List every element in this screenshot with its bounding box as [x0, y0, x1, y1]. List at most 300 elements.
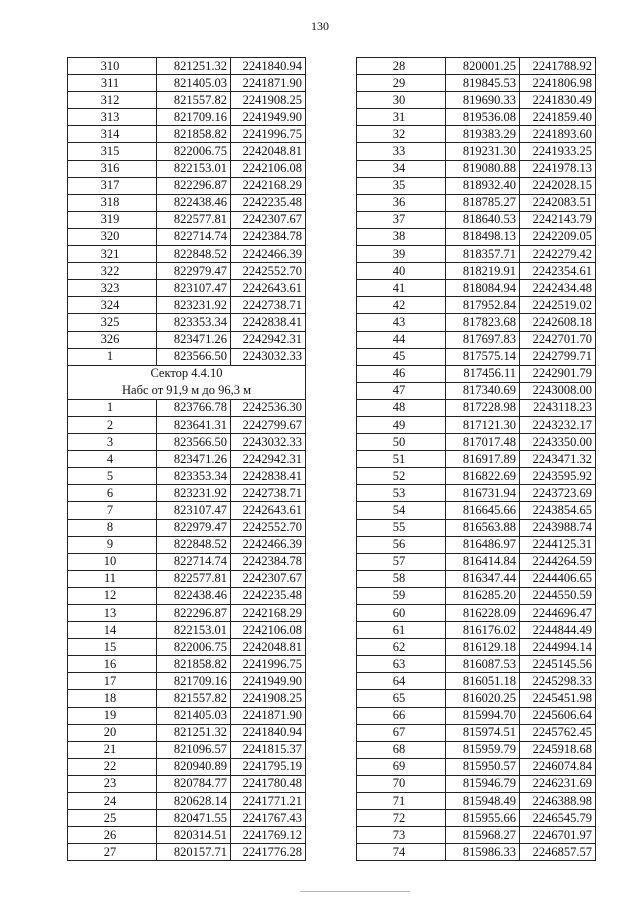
x-coordinate-cell: 816087.53 — [446, 656, 520, 673]
table-row — [68, 263, 306, 280]
x-coordinate-cell: 815974.51 — [446, 724, 520, 741]
table-row — [357, 844, 596, 861]
x-coordinate-cell: 822577.81 — [157, 211, 231, 228]
x-coordinate-cell: 823766.78 — [157, 399, 231, 416]
point-number-cell: 43 — [357, 314, 446, 331]
x-coordinate-cell: 816645.66 — [446, 502, 520, 519]
table-row — [68, 827, 306, 844]
table-row — [68, 75, 306, 92]
point-number-cell: 314 — [68, 126, 157, 143]
point-number-cell: 58 — [357, 570, 446, 587]
x-coordinate-cell: 817017.48 — [446, 434, 520, 451]
point-number-cell: 50 — [357, 434, 446, 451]
coordinates-table-right — [356, 57, 596, 861]
y-coordinate-cell: 2242168.29 — [231, 605, 306, 622]
x-coordinate-cell: 822153.01 — [157, 160, 231, 177]
table-row — [68, 177, 306, 194]
x-coordinate-cell: 818785.27 — [446, 194, 520, 211]
table-row — [357, 741, 596, 758]
point-number-cell: 45 — [357, 348, 446, 365]
y-coordinate-cell: 2242168.29 — [231, 177, 306, 194]
table-row — [357, 75, 596, 92]
y-coordinate-cell: 2242942.31 — [231, 451, 306, 468]
point-number-cell: 319 — [68, 211, 157, 228]
table-row — [357, 331, 596, 348]
table-row — [357, 485, 596, 502]
x-coordinate-cell: 815959.79 — [446, 741, 520, 758]
x-coordinate-cell: 823471.26 — [157, 331, 231, 348]
x-coordinate-cell: 821858.82 — [157, 656, 231, 673]
point-number-cell: 71 — [357, 793, 446, 810]
y-coordinate-cell: 2241830.49 — [520, 92, 596, 109]
y-coordinate-cell: 2243032.33 — [231, 434, 306, 451]
point-number-cell: 323 — [68, 280, 157, 297]
table-row — [68, 656, 306, 673]
point-number-cell: 72 — [357, 810, 446, 827]
y-coordinate-cell: 2244994.14 — [520, 639, 596, 656]
table-row — [68, 160, 306, 177]
x-coordinate-cell: 823231.92 — [157, 485, 231, 502]
table-row — [357, 519, 596, 536]
table-row — [357, 587, 596, 604]
table-row — [357, 194, 596, 211]
x-coordinate-cell: 817575.14 — [446, 348, 520, 365]
y-coordinate-cell: 2246701.97 — [520, 827, 596, 844]
point-number-cell: 27 — [68, 844, 157, 861]
table-row — [357, 553, 596, 570]
table-row — [68, 707, 306, 724]
left-table-body-after — [68, 399, 306, 861]
point-number-cell: 320 — [68, 228, 157, 245]
x-coordinate-cell: 822438.46 — [157, 587, 231, 604]
y-coordinate-cell: 2242643.61 — [231, 502, 306, 519]
x-coordinate-cell: 817228.98 — [446, 399, 520, 416]
y-coordinate-cell: 2241776.28 — [231, 844, 306, 861]
table-row — [68, 810, 306, 827]
table-row — [68, 280, 306, 297]
y-coordinate-cell: 2242083.51 — [520, 194, 596, 211]
y-coordinate-cell: 2244125.31 — [520, 536, 596, 553]
table-row — [357, 468, 596, 485]
point-number-cell: 36 — [357, 194, 446, 211]
x-coordinate-cell: 822979.47 — [157, 519, 231, 536]
y-coordinate-cell: 2241908.25 — [231, 690, 306, 707]
point-number-cell: 313 — [68, 109, 157, 126]
x-coordinate-cell: 822714.74 — [157, 553, 231, 570]
x-coordinate-cell: 823231.92 — [157, 297, 231, 314]
point-number-cell: 31 — [357, 109, 446, 126]
y-coordinate-cell: 2242048.81 — [231, 639, 306, 656]
x-coordinate-cell: 817697.83 — [446, 331, 520, 348]
table-row — [68, 690, 306, 707]
point-number-cell: 37 — [357, 211, 446, 228]
x-coordinate-cell: 823353.34 — [157, 468, 231, 485]
table-row — [357, 775, 596, 792]
point-number-cell: 28 — [357, 58, 446, 75]
y-coordinate-cell: 2244406.65 — [520, 570, 596, 587]
point-number-cell: 311 — [68, 75, 157, 92]
x-coordinate-cell: 815986.33 — [446, 844, 520, 861]
table-row — [357, 92, 596, 109]
point-number-cell: 315 — [68, 143, 157, 160]
point-number-cell: 14 — [68, 622, 157, 639]
y-coordinate-cell: 2244844.49 — [520, 622, 596, 639]
sector-header — [68, 365, 306, 399]
x-coordinate-cell: 818932.40 — [446, 177, 520, 194]
table-row — [68, 775, 306, 792]
x-coordinate-cell: 818357.71 — [446, 246, 520, 263]
y-coordinate-cell: 2246857.57 — [520, 844, 596, 861]
point-number-cell: 64 — [357, 673, 446, 690]
x-coordinate-cell: 820784.77 — [157, 775, 231, 792]
table-row — [357, 724, 596, 741]
table-row — [357, 280, 596, 297]
y-coordinate-cell: 2244550.59 — [520, 587, 596, 604]
y-coordinate-cell: 2242209.05 — [520, 228, 596, 245]
point-number-cell: 62 — [357, 639, 446, 656]
x-coordinate-cell: 823107.47 — [157, 502, 231, 519]
x-coordinate-cell: 821557.82 — [157, 690, 231, 707]
y-coordinate-cell: 2241933.25 — [520, 143, 596, 160]
table-row — [68, 485, 306, 502]
table-row — [357, 434, 596, 451]
y-coordinate-cell: 2241767.43 — [231, 810, 306, 827]
point-number-cell: 33 — [357, 143, 446, 160]
table-row — [68, 348, 306, 365]
x-coordinate-cell: 818498.13 — [446, 228, 520, 245]
point-number-cell: 61 — [357, 622, 446, 639]
y-coordinate-cell: 2243988.74 — [520, 519, 596, 536]
x-coordinate-cell: 822848.52 — [157, 536, 231, 553]
x-coordinate-cell: 821096.57 — [157, 741, 231, 758]
y-coordinate-cell: 2242354.61 — [520, 263, 596, 280]
x-coordinate-cell: 819536.08 — [446, 109, 520, 126]
table-row — [68, 519, 306, 536]
y-coordinate-cell: 2242942.31 — [231, 331, 306, 348]
x-coordinate-cell: 823566.50 — [157, 348, 231, 365]
point-number-cell: 4 — [68, 451, 157, 468]
x-coordinate-cell: 815946.79 — [446, 775, 520, 792]
x-coordinate-cell: 815950.57 — [446, 758, 520, 775]
point-number-cell: 15 — [68, 639, 157, 656]
y-coordinate-cell: 2245298.33 — [520, 673, 596, 690]
y-coordinate-cell: 2241978.13 — [520, 160, 596, 177]
x-coordinate-cell: 822006.75 — [157, 639, 231, 656]
point-number-cell: 41 — [357, 280, 446, 297]
table-row — [68, 109, 306, 126]
point-number-cell: 52 — [357, 468, 446, 485]
table-row — [68, 314, 306, 331]
y-coordinate-cell: 2241771.21 — [231, 793, 306, 810]
table-row — [357, 382, 596, 399]
x-coordinate-cell: 823471.26 — [157, 451, 231, 468]
y-coordinate-cell: 2245762.45 — [520, 724, 596, 741]
x-coordinate-cell: 817456.11 — [446, 365, 520, 382]
x-coordinate-cell: 819383.29 — [446, 126, 520, 143]
x-coordinate-cell: 817121.30 — [446, 416, 520, 433]
point-number-cell: 68 — [357, 741, 446, 758]
y-coordinate-cell: 2241871.90 — [231, 75, 306, 92]
x-coordinate-cell: 816486.97 — [446, 536, 520, 553]
y-coordinate-cell: 2242466.39 — [231, 246, 306, 263]
table-row — [68, 639, 306, 656]
y-coordinate-cell: 2241795.19 — [231, 758, 306, 775]
x-coordinate-cell: 820157.71 — [157, 844, 231, 861]
table-row — [68, 536, 306, 553]
x-coordinate-cell: 815994.70 — [446, 707, 520, 724]
y-coordinate-cell: 2242838.41 — [231, 314, 306, 331]
x-coordinate-cell: 815968.27 — [446, 827, 520, 844]
table-row — [68, 434, 306, 451]
y-coordinate-cell: 2241996.75 — [231, 126, 306, 143]
table-row — [357, 827, 596, 844]
x-coordinate-cell: 820471.55 — [157, 810, 231, 827]
point-number-cell: 1 — [68, 399, 157, 416]
y-coordinate-cell: 2241815.37 — [231, 741, 306, 758]
y-coordinate-cell: 2242901.79 — [520, 365, 596, 382]
point-number-cell: 11 — [68, 570, 157, 587]
point-number-cell: 39 — [357, 246, 446, 263]
table-row — [68, 758, 306, 775]
y-coordinate-cell: 2242235.48 — [231, 194, 306, 211]
point-number-cell: 322 — [68, 263, 157, 280]
y-coordinate-cell: 2246545.79 — [520, 810, 596, 827]
x-coordinate-cell: 816822.69 — [446, 468, 520, 485]
y-coordinate-cell: 2243008.00 — [520, 382, 596, 399]
point-number-cell: 69 — [357, 758, 446, 775]
point-number-cell: 49 — [357, 416, 446, 433]
table-row — [357, 622, 596, 639]
point-number-cell: 70 — [357, 775, 446, 792]
table-row — [357, 399, 596, 416]
table-row — [68, 246, 306, 263]
point-number-cell: 63 — [357, 656, 446, 673]
y-coordinate-cell: 2243032.33 — [231, 348, 306, 365]
table-row — [68, 143, 306, 160]
point-number-cell: 321 — [68, 246, 157, 263]
y-coordinate-cell: 2241949.90 — [231, 673, 306, 690]
point-number-cell: 29 — [357, 75, 446, 92]
point-number-cell: 53 — [357, 485, 446, 502]
table-row — [68, 399, 306, 416]
y-coordinate-cell: 2242028.15 — [520, 177, 596, 194]
point-number-cell: 74 — [357, 844, 446, 861]
table-row — [357, 570, 596, 587]
y-coordinate-cell: 2245918.68 — [520, 741, 596, 758]
table-row — [68, 92, 306, 109]
x-coordinate-cell: 822153.01 — [157, 622, 231, 639]
point-number-cell: 22 — [68, 758, 157, 775]
point-number-cell: 46 — [357, 365, 446, 382]
x-coordinate-cell: 817340.69 — [446, 382, 520, 399]
x-coordinate-cell: 821405.03 — [157, 707, 231, 724]
table-row — [357, 58, 596, 75]
table-row — [68, 741, 306, 758]
x-coordinate-cell: 816347.44 — [446, 570, 520, 587]
x-coordinate-cell: 821557.82 — [157, 92, 231, 109]
x-coordinate-cell: 815948.49 — [446, 793, 520, 810]
y-coordinate-cell: 2243595.92 — [520, 468, 596, 485]
point-number-cell: 23 — [68, 775, 157, 792]
y-coordinate-cell: 2244696.47 — [520, 605, 596, 622]
point-number-cell: 55 — [357, 519, 446, 536]
coordinates-table-left — [67, 57, 306, 861]
table-row — [68, 297, 306, 314]
table-row — [357, 707, 596, 724]
x-coordinate-cell: 821405.03 — [157, 75, 231, 92]
y-coordinate-cell: 2242384.78 — [231, 228, 306, 245]
x-coordinate-cell: 821709.16 — [157, 673, 231, 690]
x-coordinate-cell: 816051.18 — [446, 673, 520, 690]
point-number-cell: 325 — [68, 314, 157, 331]
point-number-cell: 48 — [357, 399, 446, 416]
x-coordinate-cell: 817823.68 — [446, 314, 520, 331]
x-coordinate-cell: 822296.87 — [157, 605, 231, 622]
point-number-cell: 60 — [357, 605, 446, 622]
left-table-body-before — [68, 58, 306, 366]
point-number-cell: 16 — [68, 656, 157, 673]
x-coordinate-cell: 816285.20 — [446, 587, 520, 604]
x-coordinate-cell: 815955.66 — [446, 810, 520, 827]
point-number-cell: 38 — [357, 228, 446, 245]
y-coordinate-cell: 2242466.39 — [231, 536, 306, 553]
point-number-cell: 9 — [68, 536, 157, 553]
table-row — [68, 673, 306, 690]
table-row — [357, 109, 596, 126]
x-coordinate-cell: 822848.52 — [157, 246, 231, 263]
point-number-cell: 317 — [68, 177, 157, 194]
x-coordinate-cell: 817952.84 — [446, 297, 520, 314]
x-coordinate-cell: 820940.89 — [157, 758, 231, 775]
sector-subtitle: Набс от 91,9 м до 96,3 м — [68, 382, 306, 399]
x-coordinate-cell: 821858.82 — [157, 126, 231, 143]
y-coordinate-cell: 2242552.70 — [231, 263, 306, 280]
x-coordinate-cell: 816129.18 — [446, 639, 520, 656]
y-coordinate-cell: 2242307.67 — [231, 211, 306, 228]
point-number-cell: 24 — [68, 793, 157, 810]
y-coordinate-cell: 2242235.48 — [231, 587, 306, 604]
footer-rule — [300, 891, 410, 892]
point-number-cell: 312 — [68, 92, 157, 109]
point-number-cell: 3 — [68, 434, 157, 451]
point-number-cell: 18 — [68, 690, 157, 707]
y-coordinate-cell: 2243854.65 — [520, 502, 596, 519]
point-number-cell: 17 — [68, 673, 157, 690]
y-coordinate-cell: 2241949.90 — [231, 109, 306, 126]
point-number-cell: 2 — [68, 416, 157, 433]
table-row — [357, 605, 596, 622]
y-coordinate-cell: 2242279.42 — [520, 246, 596, 263]
table-row — [68, 126, 306, 143]
point-number-cell: 1 — [68, 348, 157, 365]
x-coordinate-cell: 818219.91 — [446, 263, 520, 280]
x-coordinate-cell: 820314.51 — [157, 827, 231, 844]
y-coordinate-cell: 2246388.98 — [520, 793, 596, 810]
x-coordinate-cell: 819080.88 — [446, 160, 520, 177]
point-number-cell: 326 — [68, 331, 157, 348]
y-coordinate-cell: 2241840.94 — [231, 58, 306, 75]
point-number-cell: 7 — [68, 502, 157, 519]
point-number-cell: 35 — [357, 177, 446, 194]
x-coordinate-cell: 820001.25 — [446, 58, 520, 75]
table-row — [357, 314, 596, 331]
table-row — [357, 639, 596, 656]
table-row — [357, 263, 596, 280]
y-coordinate-cell: 2246074.84 — [520, 758, 596, 775]
x-coordinate-cell: 816731.94 — [446, 485, 520, 502]
y-coordinate-cell: 2244264.59 — [520, 553, 596, 570]
x-coordinate-cell: 816563.88 — [446, 519, 520, 536]
table-row — [357, 177, 596, 194]
point-number-cell: 20 — [68, 724, 157, 741]
table-row — [68, 587, 306, 604]
point-number-cell: 318 — [68, 194, 157, 211]
table-row — [357, 451, 596, 468]
table-row — [68, 844, 306, 861]
table-row — [357, 348, 596, 365]
x-coordinate-cell: 816414.84 — [446, 553, 520, 570]
table-row — [68, 211, 306, 228]
point-number-cell: 65 — [357, 690, 446, 707]
x-coordinate-cell: 821251.32 — [157, 58, 231, 75]
y-coordinate-cell: 2241806.98 — [520, 75, 596, 92]
x-coordinate-cell: 820628.14 — [157, 793, 231, 810]
point-number-cell: 56 — [357, 536, 446, 553]
x-coordinate-cell: 823641.31 — [157, 416, 231, 433]
point-number-cell: 32 — [357, 126, 446, 143]
y-coordinate-cell: 2242536.30 — [231, 399, 306, 416]
table-row — [357, 211, 596, 228]
table-row — [357, 126, 596, 143]
y-coordinate-cell: 2243723.69 — [520, 485, 596, 502]
y-coordinate-cell: 2242643.61 — [231, 280, 306, 297]
table-row — [68, 724, 306, 741]
x-coordinate-cell: 822577.81 — [157, 570, 231, 587]
table-row — [68, 58, 306, 75]
table-row — [357, 758, 596, 775]
table-row — [357, 246, 596, 263]
x-coordinate-cell: 822438.46 — [157, 194, 231, 211]
x-coordinate-cell: 821251.32 — [157, 724, 231, 741]
table-row — [357, 416, 596, 433]
point-number-cell: 59 — [357, 587, 446, 604]
y-coordinate-cell: 2241788.92 — [520, 58, 596, 75]
right-table-body — [357, 58, 596, 861]
point-number-cell: 34 — [357, 160, 446, 177]
y-coordinate-cell: 2241840.94 — [231, 724, 306, 741]
page-number: 130 — [311, 19, 329, 33]
y-coordinate-cell: 2241893.60 — [520, 126, 596, 143]
table-row — [68, 468, 306, 485]
table-row — [68, 194, 306, 211]
point-number-cell: 310 — [68, 58, 157, 75]
point-number-cell: 19 — [68, 707, 157, 724]
point-number-cell: 324 — [68, 297, 157, 314]
y-coordinate-cell: 2243118.23 — [520, 399, 596, 416]
x-coordinate-cell: 823107.47 — [157, 280, 231, 297]
point-number-cell: 44 — [357, 331, 446, 348]
x-coordinate-cell: 819231.30 — [446, 143, 520, 160]
x-coordinate-cell: 816228.09 — [446, 605, 520, 622]
y-coordinate-cell: 2242384.78 — [231, 553, 306, 570]
point-number-cell: 47 — [357, 382, 446, 399]
y-coordinate-cell: 2242519.02 — [520, 297, 596, 314]
point-number-cell: 5 — [68, 468, 157, 485]
x-coordinate-cell: 821709.16 — [157, 109, 231, 126]
x-coordinate-cell: 822006.75 — [157, 143, 231, 160]
point-number-cell: 57 — [357, 553, 446, 570]
y-coordinate-cell: 2242307.67 — [231, 570, 306, 587]
